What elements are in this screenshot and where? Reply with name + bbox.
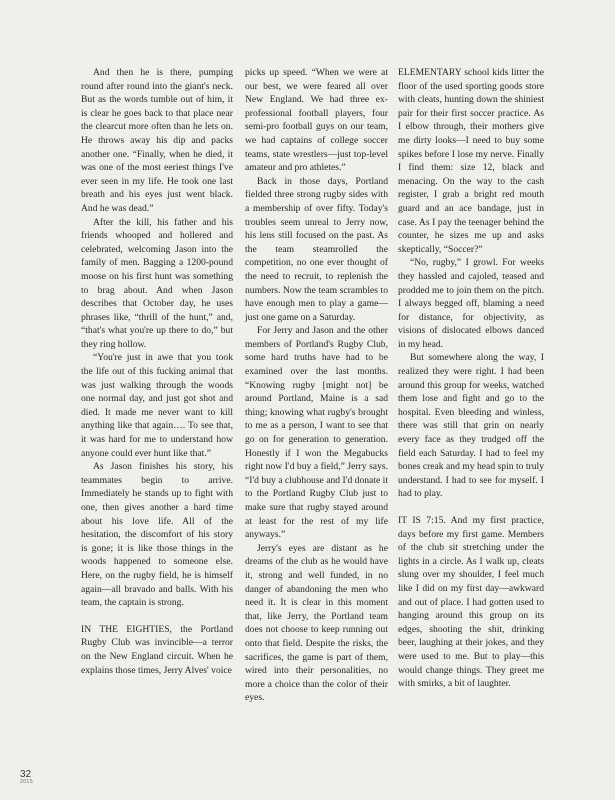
paragraph: As Jason finishes his story, his teammates begin to arrive. Immediately he stands up to fight with one, then gives another a hard time about his love life. All of the hesitation, the discomfort of his story is gone; it is like those things in the woods happened to someone else. Here, on the rugby field, he is himself again—all bravado and balls. With his team, the captain is strong. <box>81 461 233 609</box>
paragraph-text: school kids litter the floor of the used sporting goods store with cleats, hunting down the shiniest pair for their first soccer practice. As I elbow through, their mothers give me dirty looks—I need to buy some spikes before I lose my nerve. Finally I find them: size 12, black and menacing. On the way to the cash register, I grab a bright red mouth guard and an ace bandage, just in case. As I pay the teenager behind the counter, he sizes me up and asks skeptically, “Soccer?” <box>398 67 544 255</box>
column-2 <box>245 66 388 705</box>
paragraph: “No, rugby,” I growl. For weeks they hassled and cajoled, teased and prodded me to join them on the pitch. I always begged off, blaming a need for distance, for objectivity, as visions of dislocated elbows danced in my head. <box>398 257 544 350</box>
section-lead-in: IT IS <box>398 515 421 526</box>
section-paragraph <box>398 66 544 256</box>
paragraph: picks up speed. “When we were at our best, we were feared all over New England. We had three ex-professional football players, four semi-pro football guys on our team, we had captains of college soccer teams, state wrestlers—just top-level amateur and pro athletes.” <box>245 67 388 174</box>
section-paragraph <box>398 514 544 691</box>
paragraph-text: the Portland Rugby Club was invincible—a terror on the New England circuit. When he explains those times, Jerry Alves' voice <box>81 623 233 676</box>
paragraph: After the kill, his father and his friends whooped and hollered and celebrated, welcoming Jason into the family of men. Bagging a 1200-pound moose on his first hunt was something to brag about. And when Jason describes that October day, he uses phrases like, “thrill of the hunt,” and, “that's what you're up there to do,” but they ring hollow. <box>81 216 233 350</box>
section-lead-in: ELEMENTARY <box>398 67 462 78</box>
paragraph: Jerry's eyes are distant as he dreams of the club as he would have it, strong and well funded, in no danger of abandoning the men who need it. It is clear in this moment that, like Jerry, the Portland team does not choose to keep running out onto that field. Despite the risks, the sacrifices, the game is part of them, wired into their personalities, no more a choice than the color of their eyes. <box>245 542 388 704</box>
page-number: 32 <box>20 769 32 780</box>
paragraph: But somewhere along the way, I realized they were right. I had been around this group for weeks, watched them lose and fight and go to the hospital. Even bleeding and winless, there was still that grin on nearly every face as they trudged off the field each Saturday. I had to feel my bones creak and my head spin to truly understand. I had to see for myself. I had to play. <box>398 352 544 500</box>
paragraph: Back in those days, Portland fielded three strong rugby sides with a membership of over fifty. Today's troubles seem unreal to Jerry now, his lens still focused on the past. As the team steamrolled the competition, no one ever thought of the need to recruit, to replenish the numbers. Now the team scrambles to have enough men to play a game—just one game on a Saturday. <box>245 175 388 323</box>
paragraph: “You're just in awe that you took the life out of this fucking animal that was just walking through the woods one normal day, and just got shot and died. It made me never want to kill anything like that again…. To see that, it was hard for me to understand how anyone could ever hunt like that.” <box>81 352 233 459</box>
folio-sub: 2015 <box>20 779 34 785</box>
column-1 <box>81 66 233 677</box>
paragraph: For Jerry and Jason and the other members of Portland's Rugby Club, some hard truths have had to be examined over the last months. “Knowing rugby [might not] be around Portland, Maine is a sad thing; knowing what rugby's brought to me as a person, I want to see that go on for generation to generation. Honestly if I won the Megabucks right now I'd buy a field,” Jerry says. “I'd buy a clubhouse and I'd donate it to the Portland Rugby Club just to make sure that rugby stayed around at least for the rest of my life anyways.” <box>245 325 388 541</box>
section-paragraph <box>81 623 233 677</box>
column-3 <box>398 66 544 691</box>
page-folio <box>20 769 33 785</box>
paragraph: And then he is there, pumping round after round into the giant's neck. But as the words tumble out of him, it is clear he goes back to that place near the clearcut more often than he lets on. He throws away his dip and packs another one. “Finally, when he died, it was one of the most eeriest things I've ever seen in my life. He took one last breath and his eyes just went black. And he was dead.” <box>81 67 233 214</box>
paragraph-text: 7:15. And my first practice, days before my first game. Members of the club sit stretching under the lights in a circle. As I walk up, cleats slung over my shoulder, I feel much like I did on my first day—awkward and out of place. I had gotten used to hanging around this group on its edges, shooting the shit, drinking beer, laughing at their jokes, and they were used to me. But to play—this would change things. They greet me with smirks, a bit of laughter. <box>398 515 544 690</box>
section-lead-in: IN THE EIGHTIES, <box>81 623 172 635</box>
